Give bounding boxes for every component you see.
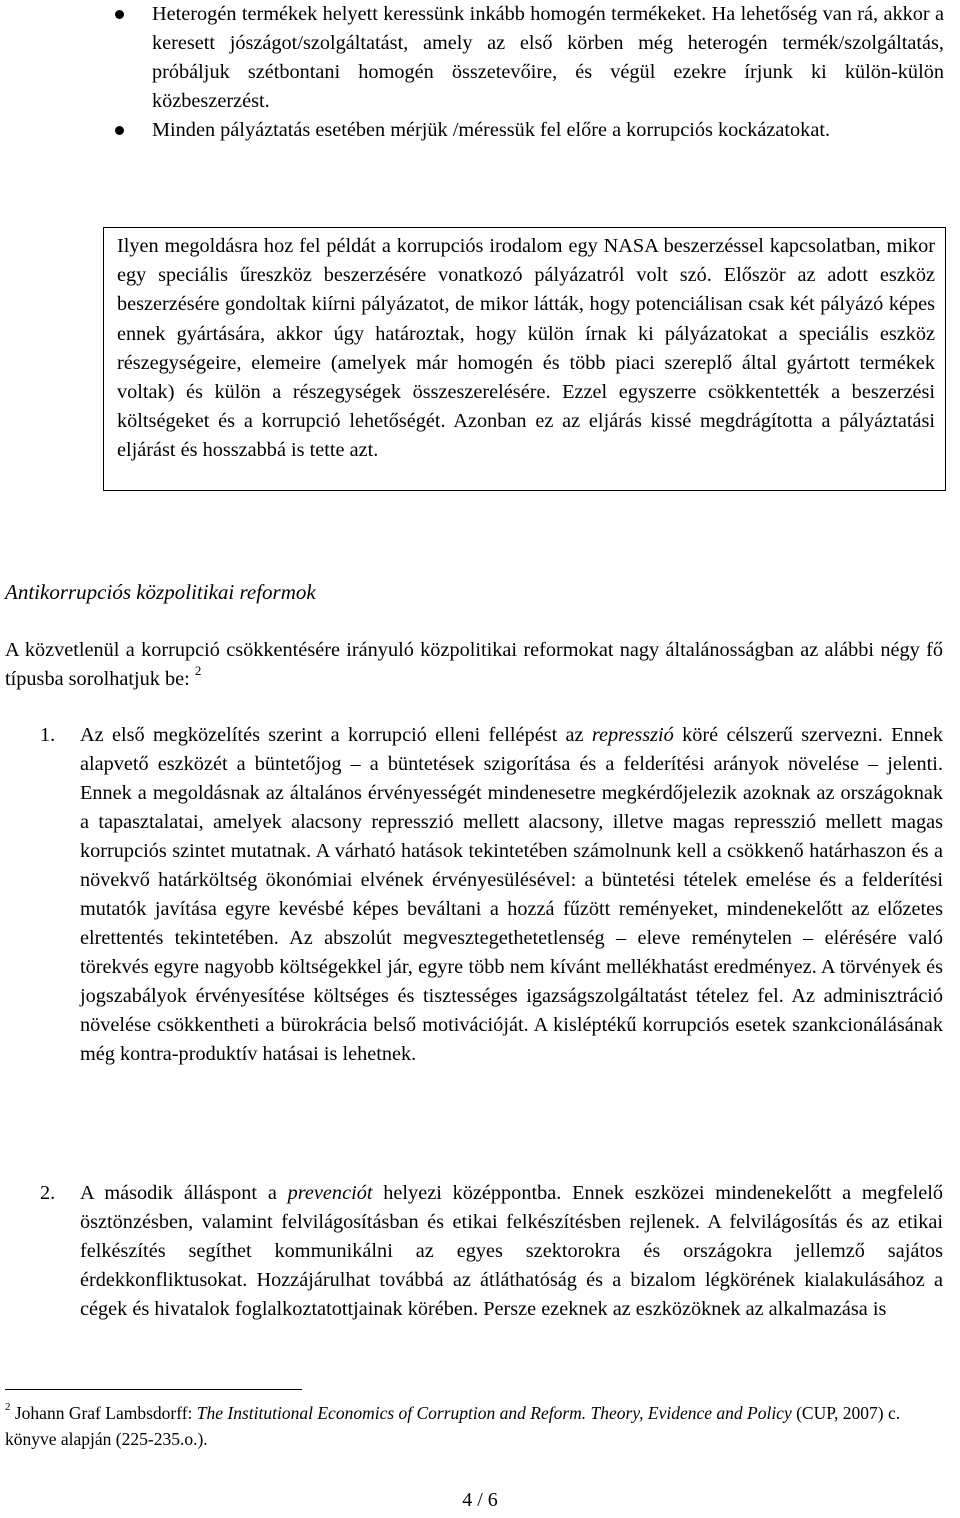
bullet-icon [115,126,124,135]
footnote-mark: 2 [5,1401,11,1414]
example-text: Ilyen megoldásra hoz fel példát a korrupciós irodalom egy NASA beszerzéssel kapcsolatban, mikor egy speciális űreszköz beszerzésére vonatkozó pályázatról volt szó. Először az adott eszköz beszerzésére gondoltak kiírni pályázatot, de mikor látták, hogy potenciálisan csak két pályázó képes ennek gyártására, akkor úgy határoztak, hogy külön írnak ki pályázatokat a speciális eszköz részegységeire, elemeire (amelyek már homogén és több piaci szereplő által gyártott termékek voltak) és külön a részegységek összeszerelésére. Ezzel egyszerre csökkentették a beszerzési költségeket és a korrupció lehetőségét. Azonban ez az eljárás kissé megdrágította a pályáztatási eljárást és hosszabbá is tette azt. [117,235,935,462]
item-number: 2. [40,1182,56,1204]
item-text [80,1179,943,1324]
bullet-text: Heterogén termékek helyett keressünk inkább homogén termékeket. Ha lehetőség van rá, akkor a keresett jószágot/szolgáltatást, amely az első körben még heterogén termék/szolgáltatás, próbáljuk szétbontani homogén összetevőire, és végül ezekre írjunk ki külön-külön közbeszerzést. [152,3,944,112]
page-number: 4 / 6 [462,1489,498,1511]
intro-paragraph [5,636,943,694]
numbered-item [40,1179,943,1324]
item-text-part: helyezi középpontba. Ennek eszközei mindenekelőtt a megfelelő ösztönzésben, valamint felvilágosításban és etikai felkészítésben rejlenek. A felvilágosítás és az etikai felkészítés segíthet kommunikálni az egyes szektorokra és országokra jellemző sajátos érdekkonfliktusokat. Hozzájárulhat továbbá az átláthatóság és a bizalom légkörének kialakulásához a cégek és hivatalok foglalkoztatottjainak körében. Persze ezeknek az eszközöknek az alkalmazása is [80,1182,943,1320]
item-number: 1. [40,724,56,746]
bullet-item [112,0,944,116]
intro-text: A közvetlenül a korrupció csökkentésére irányuló közpolitikai reformokat nagy általánosságban az alábbi négy fő típusba sorolhatjuk be: [5,639,943,690]
footnote-title: The Institutional Economics of Corruption and Reform. Theory, Evidence and Policy [196,1403,792,1423]
bullet-text: Minden pályáztatás esetében mérjük /méressük fel előre a korrupciós kockázatokat. [152,119,831,141]
footnote-rest: (CUP, 2007) c. könyve alapján (225-235.o.). [5,1403,901,1449]
item-text [80,721,943,1069]
bullet-item [112,116,944,145]
item-text-part: köré célszerű szervezni. Ennek alapvető eszközét a büntetőjog – a büntetések szigorítása és a felderítési arányok növelése – jelenti. Ennek a megoldásnak az általános érvényességét mindenesetre megkérdőjelezik azoknak az országoknak a tapasztalatai, amelyek alacsony represszió mellett alacsony, illetve magas represszió mellett magas korrupciós szintet mutatnak. A várható hatások tekintetében számolnunk kell a csökkenő határhaszon és a növekvő határköltség ökonómiai elvének érvényesülésével: a büntetési tételek emelése és a felderítési mutatók javítása egyre kevésbé képes beváltani a hozzá fűzött reményeket, mindenekelőtt az előzetes elrettentés tekintetében. Az abszolút megvesztegethetetlenség – eleve reménytelen – elérésére való törekvés egyre nagyobb költségekkel jár, egyre több nem kívánt mellékhatást eredményez. A törvények és jogszabályok érvényesítése költséges és tisztességes igazságszolgáltatást tételez fel. Az adminisztráció növelése csökkentheti a bürokrácia belső motivációját. A kisléptékű korrupciós esetek szankcionálásának még kontra-produktív hatásai is lehetnek. [80,724,943,1065]
footnote-author: Johann Graf Lambsdorff: [14,1403,197,1423]
bullet-list [112,0,944,145]
footnote-reference: 2 [194,663,202,679]
bullet-icon [115,10,124,19]
item-emphasis: represszió [591,724,674,746]
numbered-item [40,721,943,1069]
footnote-divider [5,1389,302,1390]
item-emphasis: prevenciót [287,1182,373,1204]
item-text-part: A második álláspont a [80,1182,288,1204]
example-box [103,227,946,491]
section-title: Antikorrupciós közpolitikai reformok [5,580,316,604]
item-text-part: Az első megközelítés szerint a korrupció elleni fellépést az [80,724,592,746]
footnote [5,1400,945,1452]
